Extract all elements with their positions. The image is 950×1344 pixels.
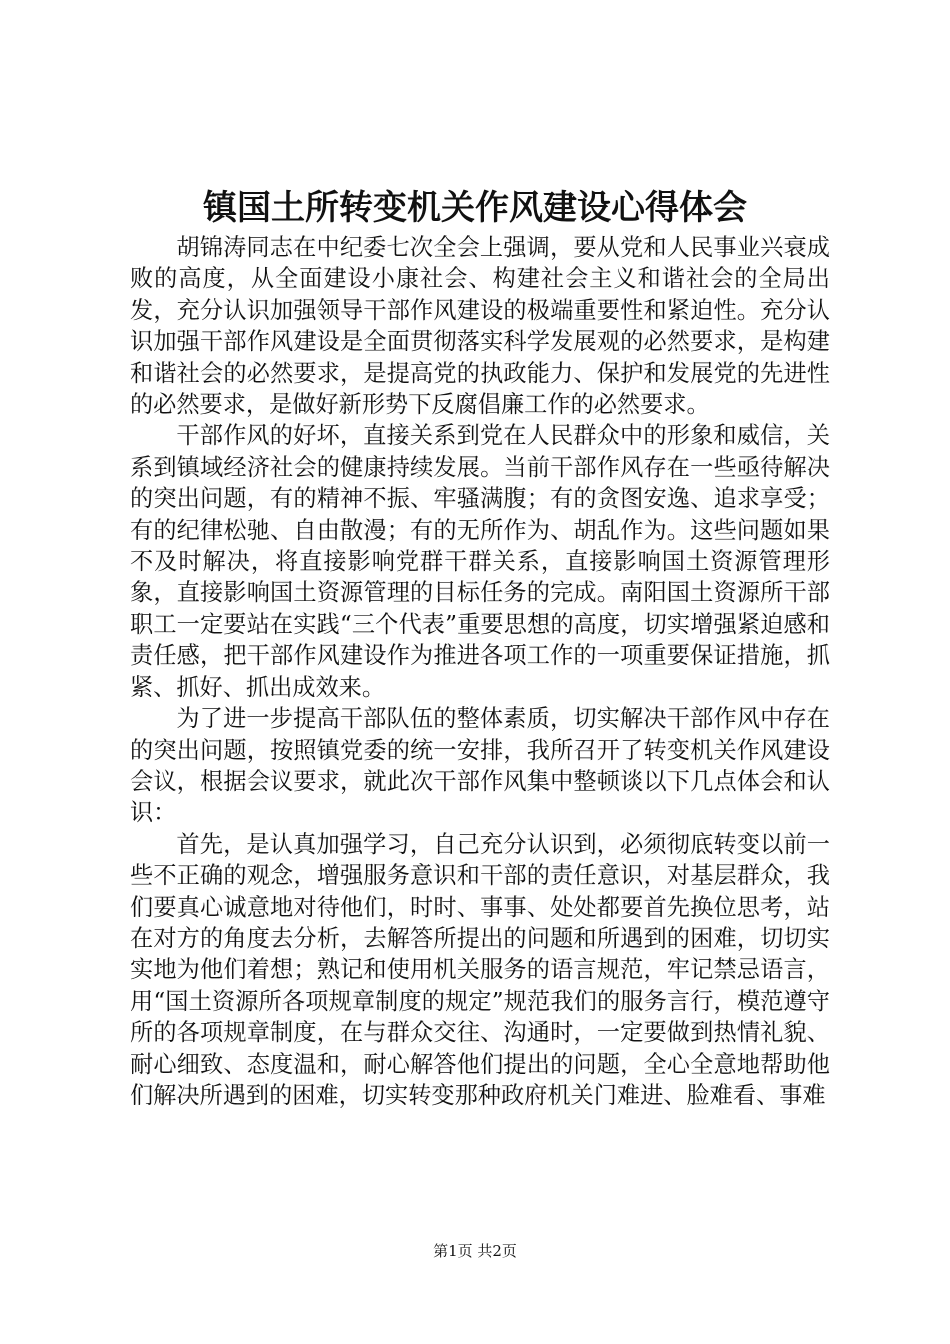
paragraph-1: 胡锦涛同志在中纪委七次全会上强调，要从党和人民事业兴衰成败的高度，从全面建设小康社会、构建社会主义和谐社会的全局出发，充分认识加强领导干部作风建设的极端重要性和紧迫性。充分认识加强干部作风建设是全面贯彻落实科学发展观的必然要求，是构建和谐社会的必然要求，是提高党的执政能力、保护和发展党的先进性的必然要求，是做好新形势下反腐倡廉工作的必然要求。 [130,234,830,419]
document-body [130,232,830,1111]
page-footer-indicator: 第1页 共2页 [433,1242,517,1260]
document-title: 镇国土所转变机关作风建设心得体会 [203,188,747,228]
paragraph-2: 干部作风的好坏，直接关系到党在人民群众中的形象和威信，关系到镇域经济社会的健康持续发展。当前干部作风存在一些亟待解决的突出问题，有的精神不振、牢骚满腹；有的贪图安逸、追求享受；有的纪律松驰、自由散漫；有的无所作为、胡乱作为。这些问题如果不及时解决，将直接影响党群干群关系，直接影响国土资源管理形象，直接影响国土资源管理的目标任务的完成。南阳国土资源所干部职工一定要站在实践“三个代表”重要思想的高度，切实增强紧迫感和责任感，把干部作风建设作为推进各项工作的一项重要保证措施，抓紧、抓好、抓出成效来。 [130,422,830,701]
paragraph-4: 首先，是认真加强学习，自己充分认识到，必须彻底转变以前一些不正确的观念，增强服务意识和干部的责任意识，对基层群众，我们要真心诚意地对待他们，时时、事事、处处都要首先换位思考，站在对方的角度去分析，去解答所提出的问题和所遇到的困难，切切实实地为他们着想；熟记和使用机关服务的语言规范，牢记禁忌语言，用“国土资源所各项规章制度的规定”规范我们的服务言行，模范遵守所的各项规章制度，在与群众交往、沟通时，一定要做到热情礼貌、耐心细致、态度温和，耐心解答他们提出的问题，全心全意地帮助他们解决所遇到的困难，切实转变那种政府机关门难进、脸难看、事难 [130,830,830,1109]
paragraph-3: 为了进一步提高干部队伍的整体素质，切实解决干部作风中存在的突出问题，按照镇党委的统一安排，我所召开了转变机关作风建设会议，根据会议要求，就此次干部作风集中整顿谈以下几点体会和认识： [130,705,830,827]
